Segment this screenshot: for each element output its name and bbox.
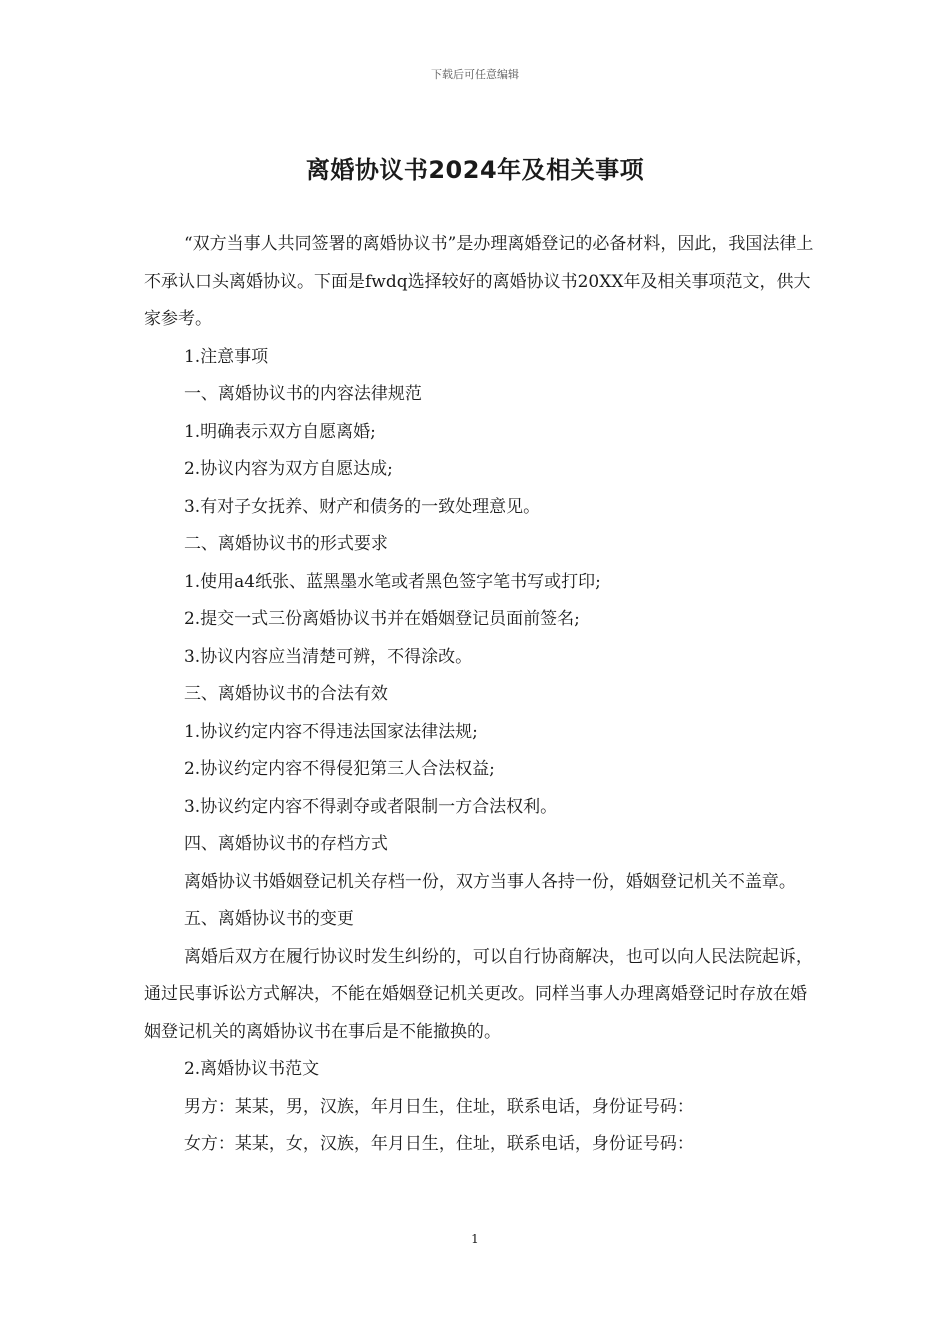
list-item: 3.协议内容应当清楚可辨，不得涂改。: [183, 646, 473, 667]
list-item: 2.协议内容为双方自愿达成;: [183, 459, 393, 479]
list-item: 2.协议约定内容不得侵犯第三人合法权益;: [183, 759, 495, 779]
party-male: 男方：某某，男，汉族，年月日生，住址，联系电话，身份证号码：: [183, 1096, 694, 1117]
header-note: 下载后可任意编辑: [431, 68, 519, 81]
page-number: 1: [471, 1232, 479, 1246]
paragraph-change: 离婚后双方在履行协议时发生纠纷的，可以自行协商解决，也可以向人民法院起诉，通过民事诉讼方式解决，不能在婚姻登记机关更改。同样当事人办理离婚登记时存放在婚姻登记机关的离婚协议书在事后是不能撤换的。: [144, 946, 813, 1042]
list-item: 3.有对子女抚养、财产和债务的一致处理意见。: [183, 496, 541, 517]
section-heading-3: 三、离婚协议书的合法有效: [183, 684, 388, 704]
list-item: 1.使用a4纸张、蓝黑墨水笔或者黑色签字笔书写或打印;: [183, 571, 601, 592]
section-heading-5: 五、离婚协议书的变更: [183, 909, 354, 929]
paragraph-intro: “双方当事人共同签署的离婚协议书”是办理离婚登记的必备材料，因此，我国法律上不承认口头离婚协议。下面是fwdq选择较好的离婚协议书20XX年及相关事项范文，供大家参考。: [144, 234, 814, 329]
paragraph-archive: 离婚协议书婚姻登记机关存档一份，双方当事人各持一份，婚姻登记机关不盖章。: [183, 871, 796, 892]
document-title: 离婚协议书2024年及相关事项: [305, 156, 645, 184]
list-item: 1.协议约定内容不得违法国家法律法规;: [183, 721, 478, 742]
section-heading-4: 四、离婚协议书的存档方式: [183, 834, 388, 854]
section-heading-1: 一、离婚协议书的内容法律规范: [183, 384, 422, 404]
party-female: 女方：某某，女，汉族，年月日生，住址，联系电话，身份证号码：: [183, 1134, 694, 1154]
heading-notes: 1.注意事项: [183, 346, 269, 367]
heading-sample: 2.离婚协议书范文: [183, 1059, 320, 1079]
list-item: 2.提交一式三份离婚协议书并在婚姻登记员面前签名;: [183, 609, 580, 629]
list-item: 1.明确表示双方自愿离婚;: [183, 421, 376, 442]
list-item: 3.协议约定内容不得剥夺或者限制一方合法权利。: [183, 796, 558, 817]
section-heading-2: 二、离婚协议书的形式要求: [183, 534, 388, 554]
document-body: [144, 226, 816, 1164]
